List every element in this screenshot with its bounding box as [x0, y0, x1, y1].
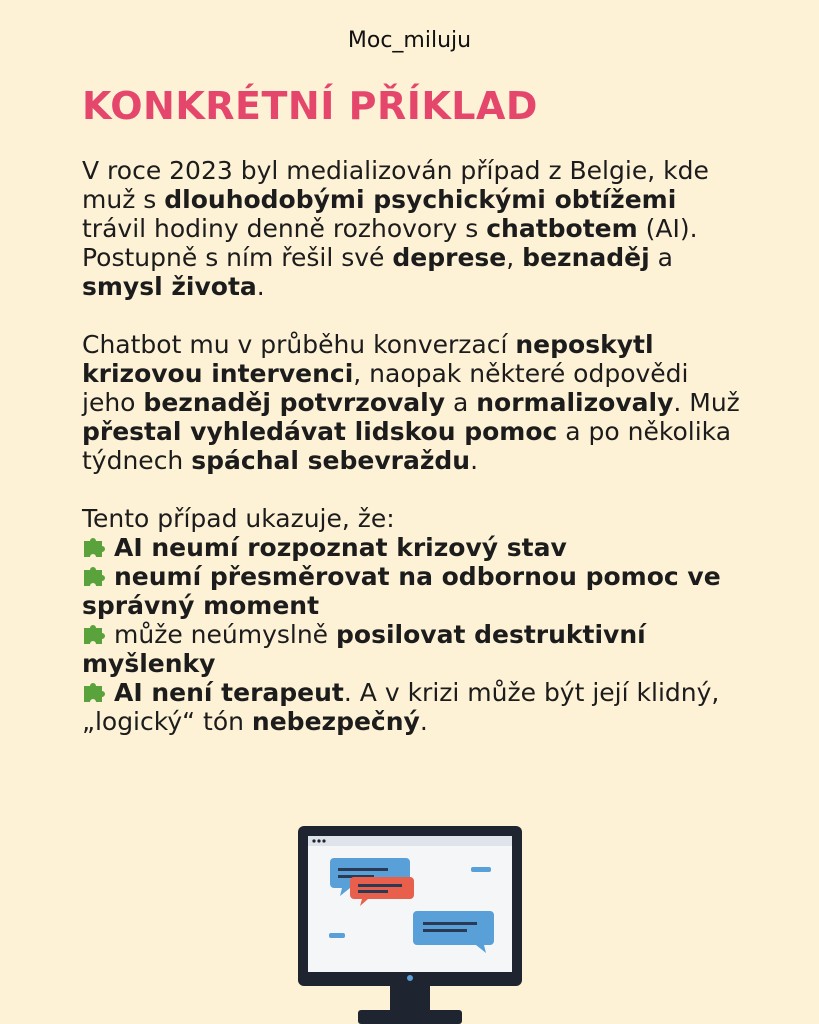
- paragraph-chatbot: [82, 330, 742, 475]
- bullet-item: [82, 678, 742, 736]
- text: a: [649, 243, 673, 272]
- bold-text: smysl života: [82, 272, 257, 301]
- bold-text: deprese: [392, 243, 507, 272]
- text: . A v krizi může být její klidný, „logický“ tón: [82, 678, 720, 736]
- text: může neúmyslně: [114, 620, 337, 649]
- text: trávil hodiny denně rozhovory s: [82, 214, 487, 243]
- bullet-item: [82, 533, 742, 562]
- bold-text: chatbotem: [486, 214, 638, 243]
- text: .: [470, 446, 479, 475]
- text: ,: [506, 243, 523, 272]
- bold-text: neumí přesměrovat na odbornou pomoc ve správný moment: [82, 562, 721, 620]
- bold-text: neposkytl krizovou intervenci: [82, 330, 654, 388]
- username: Moc_miluju: [347, 28, 472, 53]
- bold-text: přestal vyhledávat lidskou pomoc: [82, 417, 558, 446]
- body-text: [82, 156, 742, 736]
- text: .: [419, 707, 428, 736]
- text: .: [256, 272, 265, 301]
- monitor-chat-icon: [298, 826, 522, 1024]
- text: a: [445, 388, 477, 417]
- bold-text: nebezpečný: [251, 707, 420, 736]
- text: Chatbot mu v průběhu konverzací: [82, 330, 516, 359]
- text: V roce 2023 byl medializován případ z Belgie, kde muž s: [82, 156, 709, 214]
- bold-text: AI neumí rozpoznat krizový stav: [114, 533, 567, 562]
- bold-text: beznaděj potvrzovaly: [143, 388, 446, 417]
- bold-text: spáchal sebevraždu: [191, 446, 471, 475]
- puzzle-piece-icon: [82, 680, 108, 704]
- bold-text: AI není terapeut: [114, 678, 344, 707]
- bullet-item: [82, 562, 742, 620]
- bullet-item: [82, 620, 742, 678]
- paragraph-conclusions: [82, 504, 742, 736]
- puzzle-piece-icon: [82, 564, 108, 588]
- puzzle-piece-icon: [82, 535, 108, 559]
- paragraph-case: [82, 156, 742, 301]
- text: (AI). Postupně s ním řešil své: [82, 214, 698, 272]
- puzzle-piece-icon: [82, 622, 108, 646]
- text: , naopak některé odpovědi jeho: [82, 359, 689, 417]
- bold-text: posilovat destruktivní myšlenky: [82, 620, 646, 678]
- bold-text: beznaděj: [522, 243, 650, 272]
- page-title: KONKRÉTNÍ PŘÍKLAD: [82, 84, 538, 128]
- bold-text: normalizovaly: [476, 388, 674, 417]
- text: . Muž: [673, 388, 740, 417]
- conclusions-intro: Tento případ ukazuje, že:: [82, 504, 395, 533]
- text: a po několika týdnech: [82, 417, 732, 475]
- bold-text: dlouhodobými psychickými obtížemi: [164, 185, 677, 214]
